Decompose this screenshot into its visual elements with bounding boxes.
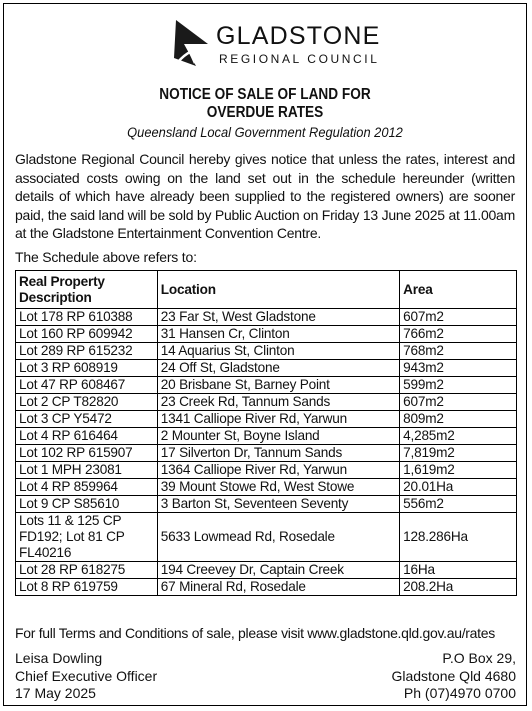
cell-area: 16Ha	[400, 562, 517, 579]
cell-area: 4,285m2	[400, 428, 517, 445]
cell-description: Lot 3 CP Y5472	[16, 411, 158, 428]
cell-description: Lot 47 RP 608467	[16, 377, 158, 394]
signatory-name: Leisa Dowling	[15, 650, 103, 666]
cell-area: 599m2	[400, 377, 517, 394]
header-description: Real Property Description	[16, 271, 158, 309]
council-emblem-icon	[172, 18, 212, 70]
cell-location: 1364 Calliope River Rd, Yarwun	[157, 462, 399, 479]
cell-area: 208.2Ha	[400, 579, 517, 596]
title-line-1: NOTICE OF SALE OF LAND FOR	[159, 86, 371, 103]
regulation-subtitle: Queensland Local Government Regulation 2012	[127, 124, 403, 140]
cell-description: Lot 4 RP 616464	[16, 428, 158, 445]
contact-block	[391, 650, 516, 703]
cell-location: 194 Creevey Dr, Captain Creek	[157, 562, 399, 579]
schedule-table	[15, 270, 517, 596]
cell-location: 31 Hansen Cr, Clinton	[157, 326, 399, 343]
table-row	[16, 309, 517, 326]
cell-description: Lot 4 RP 859964	[16, 479, 158, 496]
cell-description: Lot 160 RP 609942	[16, 326, 158, 343]
cell-description: Lot 8 RP 619759	[16, 579, 158, 596]
cell-description: Lot 2 CP T82820	[16, 394, 158, 411]
cell-location: 20 Brisbane St, Barney Point	[157, 377, 399, 394]
table-row	[16, 562, 517, 579]
table-row	[16, 360, 517, 377]
table-row	[16, 377, 517, 394]
cell-location: 39 Mount Stowe Rd, West Stowe	[157, 479, 399, 496]
table-row	[16, 496, 517, 513]
cell-area: 607m2	[400, 309, 517, 326]
cell-location: 23 Far St, West Gladstone	[157, 309, 399, 326]
cell-description: Lot 1 MPH 23081	[16, 462, 158, 479]
intro-paragraph: Gladstone Regional Council hereby gives notice that unless the rates, interest and associated costs owing on the land set out in the schedule hereunder (written details of which have already been supplied to the registered owners) are sooner paid, the said land will be sold by Public Auction on Friday 13 June 2025 at 11.00am at the Gladstone Entertainment Convention Centre.	[15, 151, 515, 242]
po-box: P.O Box 29,	[442, 650, 516, 666]
cell-location: 2 Mounter St, Boyne Island	[157, 428, 399, 445]
cell-area: 809m2	[400, 411, 517, 428]
logo-subtitle: REGIONAL COUNCIL	[219, 52, 380, 66]
notice-title	[35, 86, 494, 122]
cell-area: 7,819m2	[400, 445, 517, 462]
phone-number: Ph (07)4970 0700	[403, 685, 516, 701]
logo-name: GLADSTONE	[216, 22, 381, 50]
cell-location: 5633 Lowmead Rd, Rosedale	[157, 513, 399, 562]
table-row	[16, 428, 517, 445]
cell-area: 556m2	[400, 496, 517, 513]
cell-description: Lot 28 RP 618275	[16, 562, 158, 579]
cell-description: Lot 289 RP 615232	[16, 343, 158, 360]
cell-description: Lots 11 & 125 CP FD192; Lot 81 CP FL40216	[16, 513, 158, 562]
table-row	[16, 445, 517, 462]
table-row	[16, 579, 517, 596]
cell-location: 14 Aquarius St, Clinton	[157, 343, 399, 360]
header-location: Location	[157, 271, 399, 309]
terms-link-text: For full Terms and Conditions of sale, please visit www.gladstone.qld.gov.au/rates	[15, 625, 495, 641]
schedule-reference: The Schedule above refers to:	[15, 249, 197, 265]
cell-location: 24 Off St, Gladstone	[157, 360, 399, 377]
cell-location: 1341 Calliope River Rd, Yarwun	[157, 411, 399, 428]
notice-date: 17 May 2025	[15, 685, 96, 701]
table-row	[16, 394, 517, 411]
schedule-header-row	[16, 271, 517, 309]
cell-description: Lot 178 RP 610388	[16, 309, 158, 326]
signatory-title: Chief Executive Officer	[15, 667, 158, 684]
table-row	[16, 462, 517, 479]
cell-area: 128.286Ha	[400, 513, 517, 562]
table-row	[16, 513, 517, 562]
cell-description: Lot 3 RP 608919	[16, 360, 158, 377]
cell-description: Lot 9 CP S85610	[16, 496, 158, 513]
cell-area: 943m2	[400, 360, 517, 377]
cell-area: 607m2	[400, 394, 517, 411]
cell-location: 23 Creek Rd, Tannum Sands	[157, 394, 399, 411]
table-row	[16, 479, 517, 496]
cell-area: 766m2	[400, 326, 517, 343]
city-postcode: Gladstone Qld 4680	[391, 667, 516, 684]
notice-panel	[3, 3, 527, 706]
cell-area: 768m2	[400, 343, 517, 360]
signatory-block	[15, 650, 157, 703]
cell-area: 1,619m2	[400, 462, 517, 479]
title-line-2: OVERDUE RATES	[206, 104, 324, 121]
cell-description: Lot 102 RP 615907	[16, 445, 158, 462]
council-logo	[172, 18, 382, 74]
header-area: Area	[400, 271, 517, 309]
table-row	[16, 343, 517, 360]
cell-location: 17 Silverton Dr, Tannum Sands	[157, 445, 399, 462]
cell-area: 20.01Ha	[400, 479, 517, 496]
cell-location: 3 Barton St, Seventeen Seventy	[157, 496, 399, 513]
table-row	[16, 326, 517, 343]
cell-location: 67 Mineral Rd, Rosedale	[157, 579, 399, 596]
table-row	[16, 411, 517, 428]
